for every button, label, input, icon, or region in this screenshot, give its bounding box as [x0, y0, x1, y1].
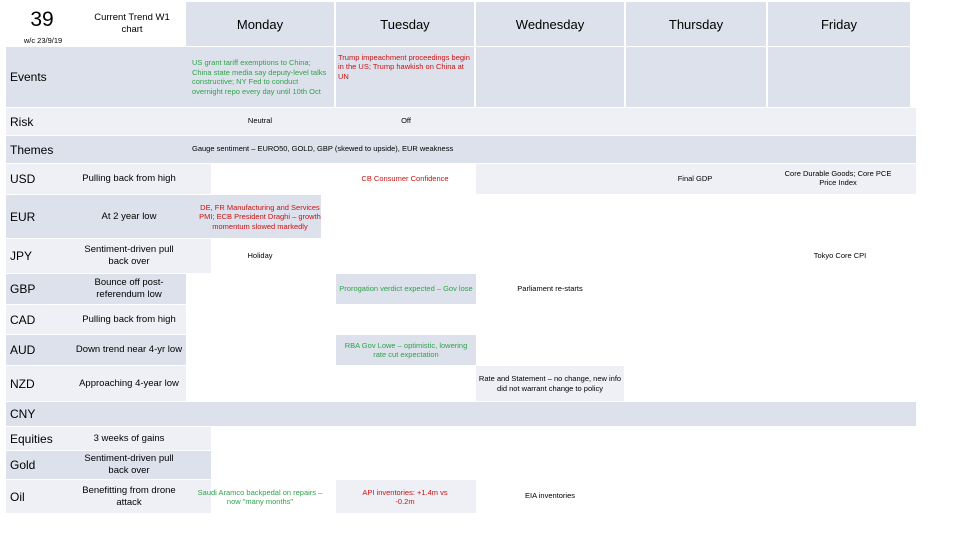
week-date: w/c 23/9/19 [23, 35, 63, 45]
row-label-nzd: NZD [10, 376, 35, 391]
note-usd-wednesday: CB Consumer Confidence [361, 174, 449, 184]
note-events-monday: US grant tariff exemptions to China; China state media say deputy-level talks constructive; NY Fed to conduct overnight repo every day until 10th Oct [192, 58, 327, 96]
trend-aud: Down trend near 4-yr low [75, 344, 183, 355]
trend-nzd: Approaching 4-year low [79, 377, 179, 389]
note-eur-monday: DE, FR Manufacturing and Services PMI; ECB President Draghi – growth momentum slowed markedly [199, 202, 321, 231]
row-label-events: Events [6, 47, 66, 107]
row-label-equities: Equities [10, 431, 53, 446]
events-trend-cell [66, 47, 186, 107]
row-label-eur: EUR [10, 209, 36, 224]
note-risk-tuesday: Off [401, 116, 411, 126]
events-thu-cell [626, 47, 766, 107]
note-usd-thursday: Final GDP [677, 174, 713, 184]
day-header-wednesday: Wednesday [476, 2, 624, 46]
trend-usd: Pulling back from high [82, 173, 176, 184]
note-risk-monday: Neutral [247, 116, 273, 126]
trend-gbp: Bounce off post-referendum low [94, 277, 164, 300]
row-label-gold: Gold [10, 458, 36, 472]
note-oil-monday: Saudi Aramco backpedal on repairs – now "many months" [197, 487, 323, 506]
trend-gold: Sentiment-driven pull back over [84, 453, 174, 476]
trend-eur: At 2 year low [101, 210, 157, 222]
day-header-friday: Friday [768, 2, 910, 46]
events-wed-cell [476, 47, 624, 107]
trend-cad: Pulling back from high [82, 313, 176, 325]
row-label-aud: AUD [10, 343, 36, 357]
note-gbp-wednesday: Parliament re-starts [517, 284, 583, 294]
note-events-tuesday: Trump impeachment proceedings begin in the US; Trump hawkish on China at UN [338, 52, 470, 81]
row-label-jpy: JPY [10, 249, 33, 263]
note-themes: Gauge sentiment – EURO50, GOLD, GBP (skewed to upside), EUR weakness [192, 144, 454, 154]
row-label-cad: CAD [10, 312, 36, 327]
events-fri-cell [768, 47, 910, 107]
row-label-themes: Themes [6, 136, 916, 163]
row-label-oil: Oil [10, 489, 25, 504]
trend-column-header: Current Trend W1 chart [94, 12, 170, 35]
row-label-cny: CNY [6, 402, 916, 426]
row-label-gbp: GBP [10, 282, 36, 296]
note-gbp-tuesday: Prorogation verdict expected – Gov lose [339, 284, 473, 294]
note-jpy-friday: Tokyo Core CPI [813, 251, 867, 261]
note-oil-tuesday: API inventories: +1.4m vs -0.2m [362, 487, 448, 506]
row-label-risk: Risk [6, 108, 916, 135]
note-aud-tuesday: RBA Gov Lowe – optimistic, lowering rate cut expectation [344, 340, 468, 359]
day-header-thursday: Thursday [626, 2, 766, 46]
week-number: 39 [30, 8, 54, 31]
trend-jpy: Sentiment-driven pull back over [84, 244, 174, 267]
note-oil-wednesday: EIA inventories [524, 491, 576, 501]
note-nzd-wednesday: Rate and Statement – no change, new info did not warrant change to policy [478, 374, 622, 393]
trend-equities: 3 weeks of gains [93, 432, 165, 444]
day-header-tuesday: Tuesday [336, 2, 474, 46]
row-label-usd: USD [10, 172, 36, 186]
trend-oil: Benefitting from drone attack [82, 484, 176, 508]
note-usd-friday: Core Durable Goods; Core PCE Price Index [784, 168, 892, 187]
note-jpy-monday: Holiday [247, 251, 273, 261]
day-header-monday: Monday [186, 2, 334, 46]
